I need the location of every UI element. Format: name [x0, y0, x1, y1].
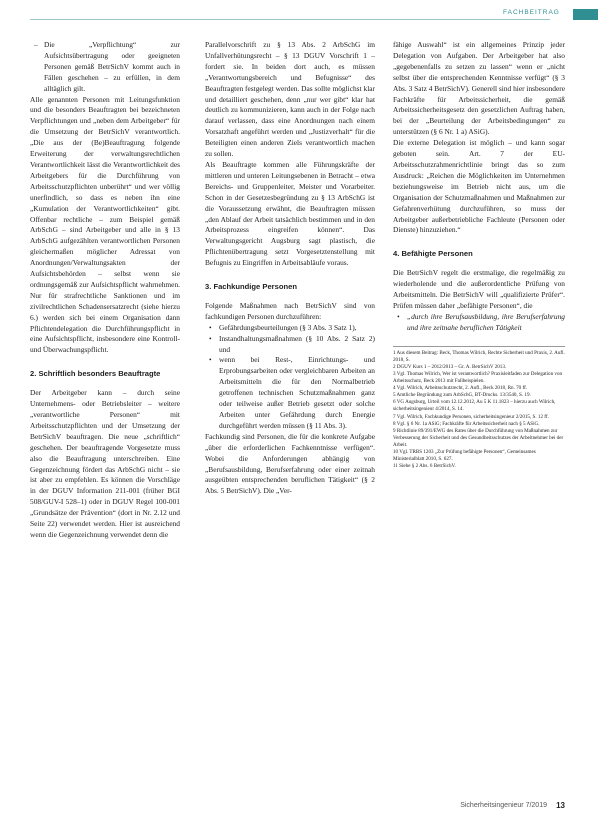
footnotes — [393, 346, 565, 471]
paragraph: Fachkundig sind Personen, die für die konkrete Aufgabe „über die erforderlichen Fachkenntnisse verfügen“. Wobei die Anforderungen abhängig von „Berufsausbildung, Berufserfahrung oder einer zeitnah ausgeübten entsprechenden beruflichen Tätigkeit“ (§ 2 Abs. 5 BetrSichV). Die „Ver- — [205, 431, 375, 496]
footnote: 11 Siehe § 2 Abs. 6 BetrSichV. — [393, 463, 456, 470]
footnote: 7 Vgl. Wilrich, Fachkundige Personen, sicherheitsingenieur 2/2015, S. 12 ff. — [393, 413, 549, 420]
list-item: • „durch ihre Berufsausbildung, ihre Berufserfahrung und ihre zeitnahe beruflichen Tätigkeit — [393, 312, 565, 334]
footnote: 10 Vgl. TRBS 1203 „Zur Prüfung befähigte Personen“, Gemeinsames Ministerialblatt 2010, S. 627. — [393, 448, 536, 463]
list-item: • Instandhaltungsmaßnahmen (§ 10 Abs. 2 Satz 2) und — [205, 334, 375, 356]
paragraph: Als Beauftragte kommen alle Führungskräfte der mittleren und unteren Leitungsebenen in Betracht – etwa Bereichs- und Gruppenleiter, Meister und Vorarbeiter. Schon in der Gesetzesbegründung zu § 13 ArbSchG ist die Voraussetzung erwähnt, die Beauftragten müssen „den Ablauf der Arbeit tatsächlich bestimmen und in den Arbeitsprozess eingreifen können“. Das Verwaltungsgericht Augsburg sagt plastisch, die Pflichtenübertragung setzt Vorgesetztenstellung mit Befugnis zu Eingriffen in Arbeitsabläufe voraus. — [205, 159, 375, 268]
footnote: 1 Aus diesem Beitrag: Beck, Thomas Wilrich, Rechte Sicherheit und Praxis, 2. Aufl. 2018, S. — [393, 349, 565, 363]
paragraph: Parallelvorschrift zu § 13 Abs. 2 ArbSchG im Unfallverhütungsrecht – § 13 DGUV Vorschrift 1 – fordert sie. In beiden dort auch, es müssen „Verantwortungsbereich und Befugnisse“ des Beauftragten festgelegt werden. Das sollte möglichst klar und detailliert geschehen, denn „nur wer gibt“ klar hat deutlich zu kommunizieren, kann auch in der Folge nach darauf verlassen, dass eine Anordnungen nach einem Vorsatzhaft angeführt werden und „Justizverhalt“ für die Beteiligten einen anderen Ziels verantwortlich machen zu sollen. — [205, 40, 375, 159]
list-item: • Gefährdungsbeurteilungen (§ 3 Abs. 3 Satz 1), — [205, 323, 375, 334]
footnote: 9 Richtlinie 89/391/EWG des Rates über die Durchführung von Maßnahmen zur Verbesserung der Sicherheit und des Gesundheitsschutzes der Arbeitnehmer bei der Arbeit. — [393, 427, 564, 448]
paragraph: Die BetrSichV regelt die erstmalige, die regelmäßig zu wiederholende und die außerordentliche Prüfung von Arbeitsmitteln. Die BetrSichV will „qualifizierte Prüfer“. Prüfen müssen daher „befähigte Personen“, die — [393, 268, 565, 310]
section-label: FACHBEITRAG — [503, 9, 560, 16]
header-rule — [30, 19, 550, 20]
paragraph: fähige Auswahl“ ist ein allgemeines Prinzip jeder Delegation von Aufgaben. Der Arbeitgeber hat also „gegebenenfalls zu setzen zu lassen“ wenn er „nicht selbst über die entsprechenden Kenntnisse verfügt“ (§ 3 Abs. 3 Satz 4 BetrSichV). Generell sind hier insbesondere Fachkräfte für Arbeitssicherheit, die gemäß Arbeitssicherheitsgesetz den gesetzlichen Auftrag haben, bei der „Beurteilung der Arbeitsbedingungen“ zu unterstützen (§ 6 Nr. 1 a) ASiG). — [393, 40, 565, 137]
paragraph: Die externe Delegation ist möglich – und kann sogar geboten sein. Art. 7 der EU-Arbeitsschutzrahmenrichtlinie bringt das so zum Ausdruck: „Reichen die Möglichkeiten im Unternehmen beziehungsweise im Betrieb nicht aus, um die Organisation der Schutzmaßnahmen und Maßnahmen zur Gefahrenverhütung durchzuführen, so muss der Arbeitgeber außerbetriebliche Fachleute (Personen oder Dienste) hinzuziehen.“ — [393, 138, 565, 235]
page-footer — [393, 802, 565, 816]
section-heading-2: 2. Schriftlich besonders Beauftragte — [30, 369, 161, 379]
journal-name: Sicherheitsingenieur 7/2019 — [460, 802, 547, 809]
section-heading-4: 4. Befähigte Personen — [393, 249, 473, 259]
footnote: 8 Vgl. § 6 Nr. 1a ASiG; Fachkräfte für Arbeitssicherheit nach § 5 ASiG. — [393, 420, 540, 427]
column-1 — [30, 40, 180, 541]
section-heading-3: 3. Fachkundige Personen — [205, 282, 297, 292]
paragraph: Folgende Maßnahmen nach BetrSichV sind von fachkundigen Personen durchzuführen: — [205, 300, 375, 321]
page-number: 13 — [556, 801, 565, 810]
footnote: 5 Amtliche Begründung zum ArbSchG, BT-Drucks. 13/3540, S. 19. — [393, 392, 531, 399]
section-color-block — [573, 9, 598, 20]
footnote: 3 Vgl. Thomas Wilrich, Wer ist verantwortlich? Praxisleitfaden zur Delegation von Arbeitsschutz, Beck 2013 mit Fallbeispielen. — [393, 370, 563, 385]
footnote: 2 DGUV Kurs 1 – 2012/2013 – Gr. A. BetrSichV 2013. — [393, 363, 507, 370]
column-3 — [393, 40, 565, 470]
intro-bullet: – Die „Verpflichtung“ zur Aufsichtsübertragung oder geeigneten Personen gemäß BetrSichV kommt auch in Fällen geschehen – zu erfüllen, in dem alltäglich gilt. — [30, 40, 180, 95]
paragraph: Alle genannten Personen mit Leitungsfunktion und die besonders Beauftragten bei bezeichneten Verpflichtungen und „neben dem Arbeitgeber“ für die Umsetzung der BetrSichV verantwortlich. „Die aus der (Be)Beauftragung folgende Erweiterung der verwaltungsrechtlichen Verantwortlichkeit lässt die Verantwortlichkeit des Arbeitgebers für die Durchführung von Arbeitsschutzpflichten unberührt“ und wer völlig unerfindlich, so dass es neben ihn eine „Kumulation der Verantwortlichkeiten“ gibt. Offenbar rechtliche – zum Beispiel gemäß ArbSchG – sind Arbeitgeber und alle in § 13 ArbSchG aufgezählten verantwortlichen Personen gleichermaßen möglicher Adressat von Anordnungen/Verwaltungsakten der Aufsichtsbehörden – selbst wenn sie ordnungsgemäß zur Aufsichtspflicht wahrnehmen. Nur für strafrechtliche Sanktionen und im zivilrechtlichen Schadensersatzrecht (siehe hierzu 6.) werden sich bei einem Organisation dann Pflichtendelegation die Durchführungspflicht in eine Aufsichtspflicht, insbesondere eine Kontroll- und Überwachungspflicht. — [30, 94, 180, 355]
footnote: 6 VG Augsburg, Urteil vom 12.12.2012, Au 5 K 11.1823 – hierzu auch Wilrich, sicherheitsingenieur 4/2014, S. 14. — [393, 399, 556, 413]
footnote: 4 Vgl. Wilrich, Arbeitsschutzrecht, 2. Aufl., Beck 2018, Rn. 70 ff. — [393, 385, 528, 392]
column-2 — [205, 40, 375, 497]
list-item: • wenn bei Rest-, Einrichtungs- und Erprobungsarbeiten oder vergleichbaren Arbeiten an Arbeitsmitteln die für den Normalbetrieb getroffenen technischen Schutzmaßnahmen ganz oder teilweise außer Betrieb gesetzt oder solche Arbeiten unter Gefährdung durch Energie durchgeführt werden müssen (§ 11 Abs. 3). — [205, 355, 375, 431]
paragraph: Der Arbeitgeber kann – durch seine Unternehmens- oder Betriebsleiter – weitere „verantwortliche Personen“ mit Arbeitsschutzpflichten und der Umsetzung der BetrSichV beauftragen. Die neue „schriftlich“ geschehen. Der beauftragende Vorgesetzte muss also die Beauftragung unterschreiben. Eine Gegenzeichnung fördert das ArbSchG nicht – sie ist aber zu empfehlen. Es können die Vorschläge in der DGUV Information 211-001 (früher BGI 508/GUV-I 528–1) oder in DGUV Regel 100-001 „Grundsätze der Prävention“ (dort in Nr. 2.12 und Seite 22) verwendet werden. Hier ist ausreichend wenn die Gegenzeichnung verwendet denn die — [30, 388, 180, 539]
